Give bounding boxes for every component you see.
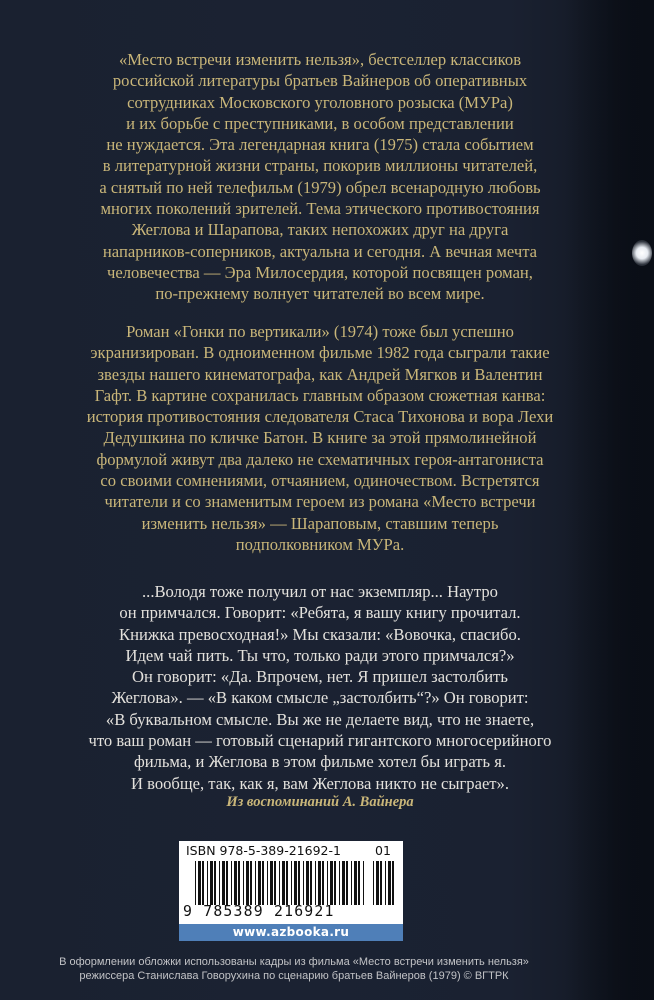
light-glare — [632, 240, 652, 266]
cover-credit-line-2: режиссера Станислава Говорухина по сценарию братьев Вайнеров (1979) © ВГТРК — [79, 970, 509, 982]
synopsis-paragraph-1 — [40, 49, 600, 305]
text-line: он примчался. Говорит: «Ребята, я вашу книгу прочитал. — [119, 603, 521, 623]
quote-attribution: Из воспоминаний А. Вайнера — [226, 794, 414, 810]
text-line: подполковником МУРа. — [235, 534, 405, 554]
cover-credit-line-1: В оформлении обложки использованы кадры из фильма «Место встречи изменить нельзя» — [59, 956, 529, 968]
text-line: Дедушкина по кличке Батон. В книге за этой прямолинейной — [103, 428, 537, 448]
text-line: в литературной жизни страны, покорив миллионы читателей, — [102, 156, 538, 176]
synopsis-paragraph-2 — [40, 321, 600, 555]
publisher-website-link[interactable]: www.azbooka.ru — [179, 924, 403, 941]
text-line: а снятый по ней телефильм (1979) обрел всенародную любовь — [99, 177, 541, 197]
text-line: «В буквальном смысле. Вы же не делаете вид, что не знаете, — [105, 709, 535, 729]
text-line: что ваш роман — готовый сценарий гигантского многосерийного — [88, 731, 552, 751]
text-line: Гафт. В картине сохранилась главным образом сюжетная канва: — [94, 385, 546, 405]
text-line: звезды нашего кинематографа, как Андрей Мягков и Валентин — [97, 364, 543, 384]
text-line: со своими сомнениями, отчаянием, одиночеством. Встретятся — [100, 471, 540, 491]
text-line: история противостояния следователя Стаса Тихонова и вора Лехи — [86, 407, 554, 427]
text-line: И вообще, так, как я, вам Жеглова никто не сыграет». — [130, 773, 510, 793]
text-line: многих поколений зрителей. Тема этического противостояния — [100, 199, 540, 219]
text-line: Жеглова». — «В каком смысле „застолбить“?» Он говорит: — [111, 688, 529, 708]
isbn-addon-code: 01 — [375, 843, 391, 858]
text-line: напарников-соперников, актуальна и сегодня. А вечная мечта — [102, 241, 538, 261]
text-line: фильма, и Жеглова в этом фильме хотел бы играть я. — [133, 752, 507, 772]
text-line: человечества — Эра Милосердия, которой посвящен роман, — [107, 262, 533, 282]
author-quote — [40, 581, 600, 794]
text-line: по-прежнему волнует читателей во всем мире. — [155, 284, 485, 304]
text-line: читатели и со знаменитым героем из романа «Место встречи — [104, 492, 536, 512]
isbn-barcode — [179, 841, 403, 924]
barcode-bars — [195, 861, 365, 905]
text-line: изменить нельзя» — Шараповым, ставшим теперь — [141, 513, 499, 533]
text-line: «Место встречи изменить нельзя», бестселлер классиков — [118, 50, 522, 69]
text-line: Он говорит: «Да. Впрочем, нет. Я пришел застолбить — [131, 667, 509, 687]
text-line: Роман «Гонки по вертикали» (1974) тоже был успешно — [126, 322, 514, 341]
text-line: и их борьбе с преступниками, в особом представлении — [126, 113, 514, 133]
barcode-digits: 9 785389 216921 — [183, 903, 335, 920]
isbn-number: ISBN 978-5-389-21692-1 — [186, 843, 341, 858]
text-line: формулой живут два далеко не схематичных героя-антагониста — [96, 449, 544, 469]
barcode-addon-bars — [373, 861, 397, 905]
text-line: ...Володя тоже получил от нас экземпляр... Наутро — [142, 582, 498, 601]
text-line: российской литературы братьев Вайнеров об оперативных — [112, 71, 528, 91]
text-line: экранизирован. В одноименном фильме 1982 года сыграли такие — [90, 343, 550, 363]
text-line: не нуждается. Эта легендарная книга (1975) стала событием — [106, 135, 534, 155]
text-line: Книжка превосходная!» Мы сказали: «Вовочка, спасибо. — [119, 624, 521, 644]
text-line: Жеглова и Шарапова, таких непохожих друг на друга — [131, 220, 509, 240]
text-line: сотрудниках Московского уголовного розыска (МУРа) — [127, 92, 513, 112]
text-line: Идем чай пить. Ты что, только ради этого примчался?» — [125, 645, 515, 665]
